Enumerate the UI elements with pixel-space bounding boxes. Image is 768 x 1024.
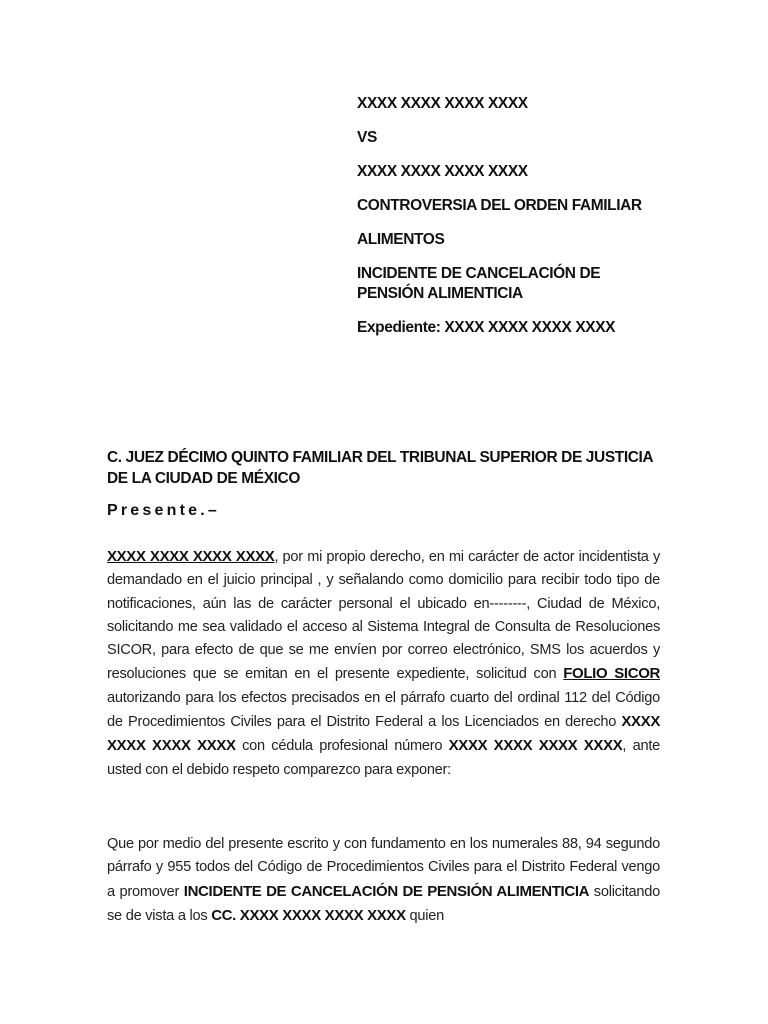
file-number: Expediente: XXXX XXXX XXXX XXXX [357,319,616,336]
cedula-number: XXXX XXXX XXXX XXXX [448,737,623,755]
para1-text-3: con cédula profesional número [235,738,449,755]
body-paragraph-2 [107,833,660,928]
versus-label: VS [357,129,377,146]
para1-text-2: autorizando para los efectos precisados en el párrafo cuarto del ordinal 112 del Código de Procedimientos Civiles para el Distrito Federal a los Licenciados en derecho [107,689,660,731]
proceeding-type: CONTROVERSIA DEL ORDEN FAMILIAR [357,197,642,214]
incident-name: INCIDENTE DE CANCELACIÓN DE PENSIÓN ALIMENTICIA [183,882,590,900]
para2-text-3: quien [405,907,444,924]
cc-names: CC. XXXX XXXX XXXX XXXX [211,906,406,924]
actor-name: XXXX XXXX XXXX XXXX [107,548,275,565]
recipient-heading: C. JUEZ DÉCIMO QUINTO FAMILIAR DEL TRIBUNAL SUPERIOR DE JUSTICIA DE LA CIUDAD DE MÉXICO [107,449,653,487]
folio-sicor: FOLIO SICOR [563,665,660,683]
proceeding-matter: ALIMENTOS [357,231,445,248]
party-actor: XXXX XXXX XXXX XXXX [357,95,528,112]
para1-text-4: , ante usted con el debido respeto comparezco para exponer: [107,738,660,778]
case-caption [357,94,667,352]
para1-text-1: , por mi propio derecho, en mi carácter de actor incidentista y demandado en el juicio principal , y señalando como domicilio para recibir todo tipo de notificaciones, aún las de carácter personal el ubicado en--------, Ciudad de México, solicitando me sea validado el acceso al Sistema Integral de Consulta de Resoluciones SICOR, para efecto de que se me envíen por correo electrónico, SMS los acuerdos y resoluciones que se emitan en el presente expediente, solicitud con [107,549,661,683]
incident-title: INCIDENTE DE CANCELACIÓN DE PENSIÓN ALIMENTICIA [357,265,601,302]
party-defendant: XXXX XXXX XXXX XXXX [357,163,528,180]
body-paragraph-1 [107,545,660,782]
lawyer-names: XXXX XXXX XXXX XXXX [107,713,660,755]
salutation: Presente.– [107,502,220,519]
para2-text-1: Que por medio del presente escrito y con fundamento en los numerales 88, 94 segundo párrafo y 955 todos del Código de Procedimientos Civiles para el Distrito Federal vengo a promover [107,836,660,900]
para2-text-2: solicitando se de vista a los [107,883,660,924]
